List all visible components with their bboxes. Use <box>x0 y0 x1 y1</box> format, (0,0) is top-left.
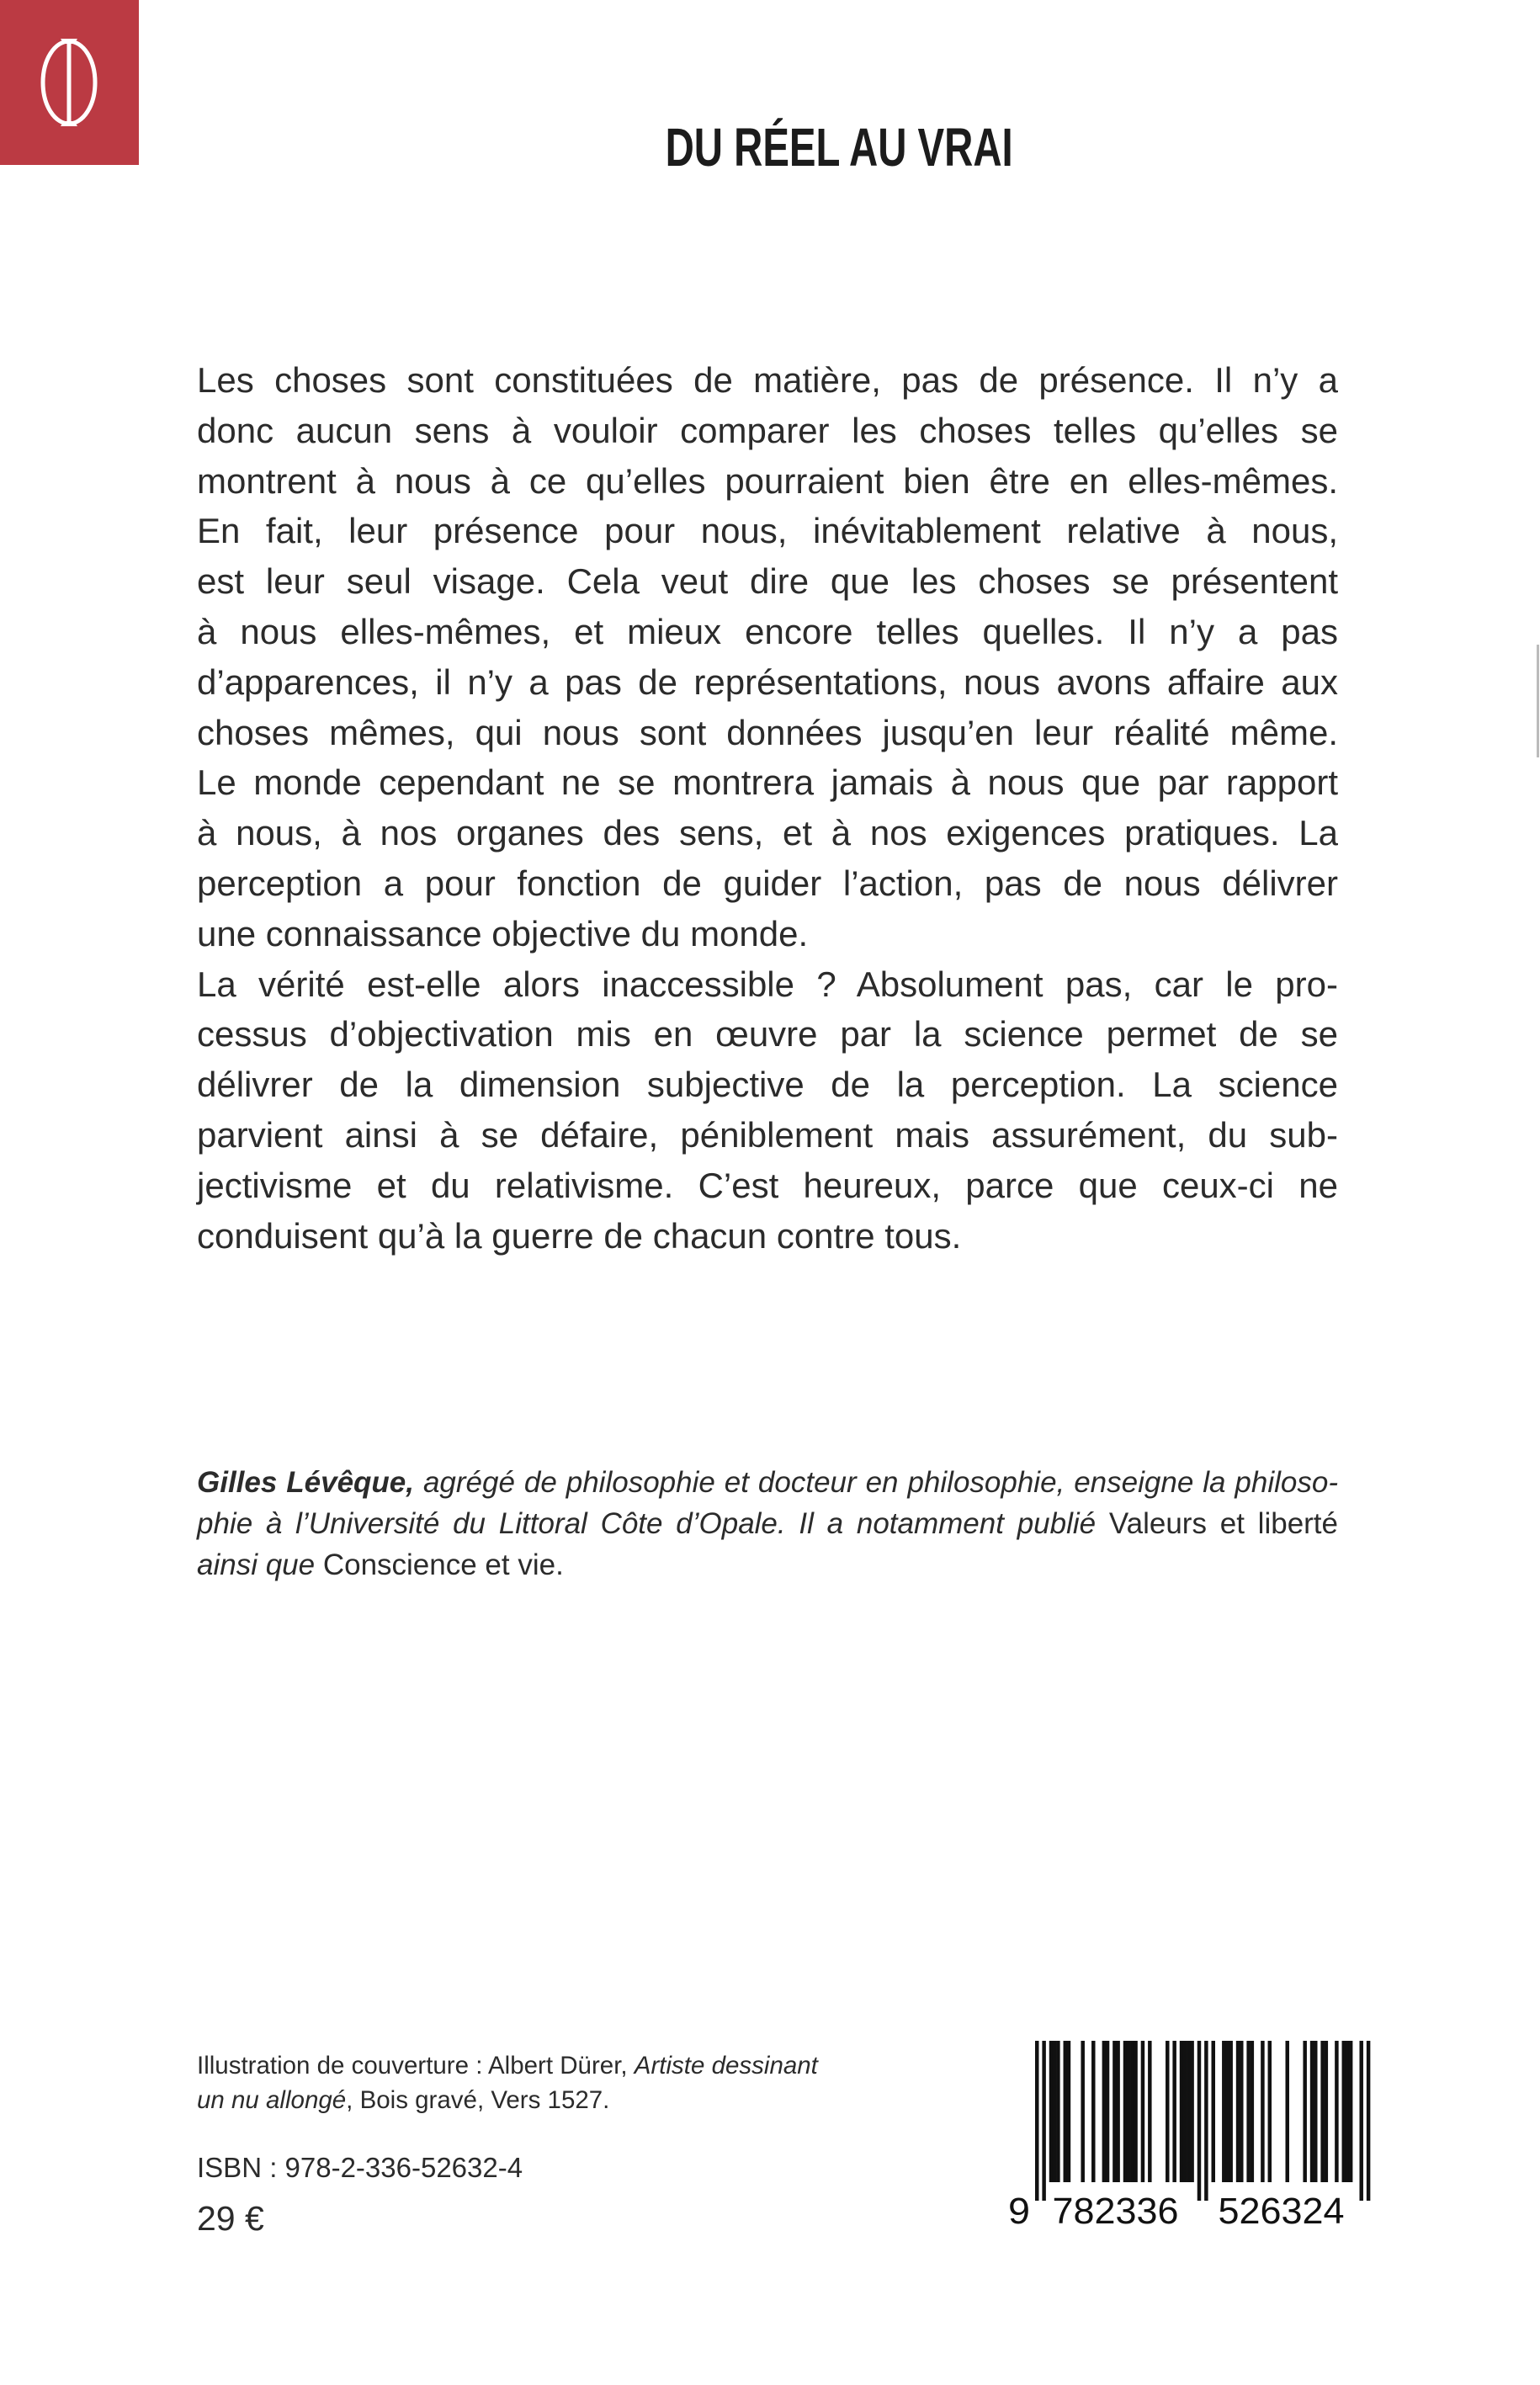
blurb-line: est leur seul visage. Cela veut dire que les choses se présentent <box>197 561 1338 602</box>
barcode-bar <box>1102 2041 1106 2182</box>
blurb-line: conduisent qu’à la guerre de chacun contre tous. <box>197 1215 962 1256</box>
edge-mark <box>1537 645 1539 757</box>
barcode-bar <box>1240 2041 1243 2182</box>
barcode-bar <box>1261 2041 1264 2182</box>
barcode-bar <box>1310 2041 1314 2182</box>
barcode-bar <box>1303 2041 1306 2182</box>
author-bio: Gilles Lévêque, agrégé de philosophie et docteur en philosophie, enseigne la philoso- phie à l’Université du Littoral Côte d’Opale. Il a notamment publié Valeurs et liberté ainsi que Conscience et vie. <box>197 1466 1338 1581</box>
isbn: ISBN : 978-2-336-52632-4 <box>197 2152 523 2183</box>
back-cover-blurb <box>197 355 1338 1261</box>
barcode-bar <box>1367 2041 1370 2201</box>
barcode-bar <box>1349 2041 1352 2182</box>
barcode-bar <box>1127 2041 1130 2182</box>
barcode-bar <box>1148 2041 1151 2182</box>
blurb-line: cessus d’objectivation mis en œuvre par la science permet de se <box>197 1014 1338 1054</box>
barcode-bar <box>1035 2041 1038 2201</box>
barcode-bar <box>1067 2041 1070 2182</box>
barcode-bar <box>1320 2041 1324 2182</box>
barcode-bar <box>1268 2041 1272 2182</box>
barcode-bar <box>1187 2041 1190 2182</box>
barcode-bar <box>1229 2041 1232 2182</box>
barcode-bar <box>1049 2041 1053 2182</box>
barcode-digits: 782336 <box>1052 2191 1179 2230</box>
blurb-line: montrent à nous à ce qu’elles pourraient bien être en elles-mêmes. <box>197 460 1338 501</box>
barcode-digits: 526324 <box>1218 2191 1345 2230</box>
ean13-barcode <box>993 2037 1389 2230</box>
barcode-bar <box>1042 2041 1045 2201</box>
blurb-line: La vérité est-elle alors inaccessible ? Absolument pas, car le pro- <box>197 964 1338 1004</box>
blurb-line: Les choses sont constituées de matière, pas de présence. Il n’y a <box>197 360 1338 400</box>
barcode-bar <box>1342 2041 1346 2182</box>
barcode-bar <box>1106 2041 1109 2182</box>
barcode-bar <box>1204 2041 1208 2201</box>
blurb-line: perception a pour fonction de guider l’action, pas de nous délivrer <box>197 863 1338 903</box>
barcode-bar <box>1246 2041 1250 2182</box>
barcode-bar <box>1134 2041 1137 2182</box>
barcode-bar <box>1056 2041 1059 2182</box>
barcode-bar <box>1172 2041 1176 2182</box>
book-title: DU RÉEL AU VRAI <box>665 117 1013 178</box>
barcode-bar <box>1285 2041 1288 2182</box>
barcode-bar <box>1359 2041 1362 2201</box>
blurb-line: Le monde cependant ne se montrera jamais à nous que par rapport <box>197 762 1338 803</box>
book-title-2: Conscience et vie. <box>322 1548 564 1581</box>
blurb-line: donc aucun sens à vouloir comparer les choses telles qu’elles se <box>197 410 1338 450</box>
barcode-bar <box>1325 2041 1328 2182</box>
blurb-line: choses mêmes, qui nous sont données jusqu’en leur réalité même. <box>197 712 1338 752</box>
barcode-bar <box>1130 2041 1134 2182</box>
barcode-bar <box>1212 2041 1215 2182</box>
blurb-line: à nous elles-mêmes, et mieux encore telles quelles. Il n’y a pas <box>197 611 1338 651</box>
barcode-bar <box>1197 2041 1201 2201</box>
blurb-line: délivrer de la dimension subjective de la perception. La science <box>197 1065 1338 1105</box>
blurb-line: une connaissance objective du monde. <box>197 913 809 953</box>
barcode-bar <box>1346 2041 1349 2182</box>
barcode-bar <box>1314 2041 1317 2182</box>
barcode-bar <box>1222 2041 1225 2182</box>
barcode-bar <box>1113 2041 1116 2182</box>
barcode-bar <box>1335 2041 1338 2182</box>
barcode-bar <box>1225 2041 1229 2182</box>
blurb-line: parvient ainsi à se défaire, péniblement mais assurément, du sub- <box>197 1114 1338 1155</box>
barcode-bar <box>1053 2041 1056 2182</box>
blurb-line: En fait, leur présence pour nous, inévitablement relative à nous, <box>197 511 1338 551</box>
barcode-bar <box>1180 2041 1183 2182</box>
barcode-bar <box>1183 2041 1187 2182</box>
barcode-bar <box>1064 2041 1067 2182</box>
barcode-bar <box>1081 2041 1084 2182</box>
price: 29 € <box>197 2199 264 2238</box>
barcode-bar <box>1236 2041 1240 2182</box>
blurb-line: d’apparences, il n’y a pas de représentations, nous avons affaire aux <box>197 661 1338 702</box>
blurb-line: à nous, à nos organes des sens, et à nos exigences pratiques. La <box>197 813 1338 853</box>
author-name: Gilles Lévêque, <box>197 1466 414 1499</box>
barcode-bar <box>1091 2041 1095 2182</box>
barcode-digits: 9 <box>1008 2191 1030 2230</box>
barcode-bar <box>1251 2041 1254 2182</box>
barcode-bar <box>1190 2041 1193 2182</box>
barcode-bar <box>1166 2041 1169 2182</box>
book-title-1: Valeurs et liberté <box>1108 1507 1338 1540</box>
cover-illustration-credit: Illustration de couverture : Albert Dürer, Artiste dessinant un nu allongé, Bois gravé, Vers 1527. <box>197 2052 818 2114</box>
barcode-bar <box>1123 2041 1127 2182</box>
blurb-line: jectivisme et du relativisme. C’est heureux, parce que ceux-ci ne <box>197 1165 1338 1205</box>
barcode-bar <box>1141 2041 1144 2182</box>
barcode-bar <box>1116 2041 1119 2182</box>
